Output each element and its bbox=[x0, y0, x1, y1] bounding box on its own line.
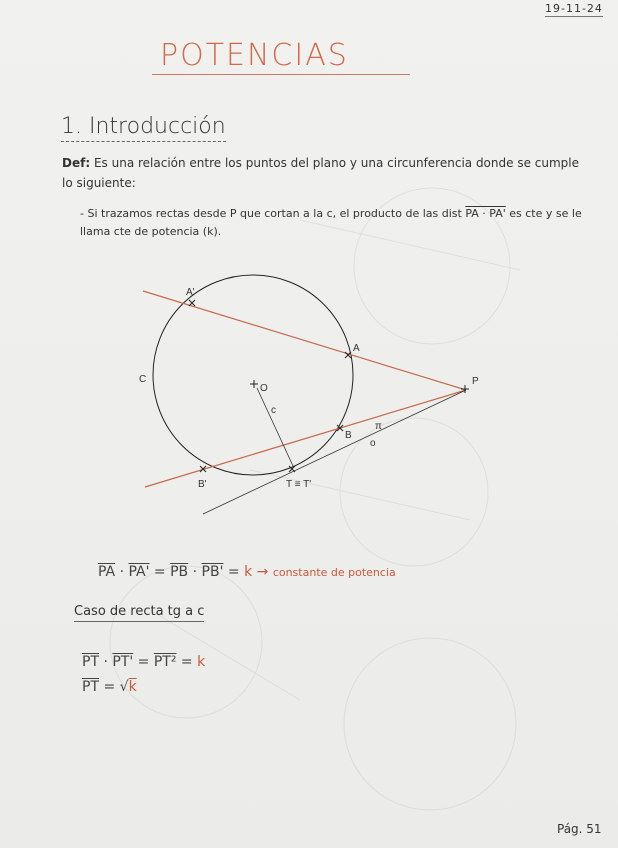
formula-power-constant bbox=[98, 564, 396, 580]
formula-equals-2: = bbox=[227, 564, 240, 580]
label-b-prime: B' bbox=[198, 479, 207, 490]
section-heading: 1. Introducción bbox=[61, 114, 226, 142]
formula-equals-1: = bbox=[153, 564, 166, 580]
formula-note: constante de potencia bbox=[272, 566, 396, 579]
point-markers bbox=[189, 300, 469, 472]
label-radius: c bbox=[271, 405, 276, 416]
formula-pb-prime: PB' bbox=[201, 564, 224, 580]
formula2-pt-prime: PT' bbox=[112, 654, 134, 670]
definition-term: Def: bbox=[62, 156, 91, 170]
formula2-equals-1: = bbox=[137, 654, 150, 670]
bullet-suffix: es cte y se le llama cte de potencia (k). bbox=[80, 207, 582, 238]
page-number: Pág. 51 bbox=[557, 822, 602, 836]
formula3-root: √ bbox=[119, 679, 129, 695]
label-b: B bbox=[345, 430, 352, 441]
formula-pb: $\overline{PB}$ bbox=[170, 564, 189, 580]
label-small-pi: π bbox=[375, 421, 382, 432]
page-title: POTENCIAS bbox=[160, 38, 349, 73]
label-o: O bbox=[260, 383, 268, 394]
formula2-k: k bbox=[197, 654, 206, 670]
date: 19-11-24 bbox=[545, 2, 603, 15]
formula-dot-1: · bbox=[119, 564, 125, 580]
formula2-pt: $\overline{PT}$ bbox=[82, 654, 99, 670]
formula3-pt: $\overline{PT}$ bbox=[82, 679, 99, 695]
label-a-prime: A' bbox=[186, 287, 195, 298]
formula-pa-prime: PA' bbox=[128, 564, 150, 580]
formula3-equals: = bbox=[103, 679, 116, 695]
definition-text: Es una relación entre los puntos del plano y una circunferencia donde se cumple lo siguiente: bbox=[62, 156, 579, 190]
label-p: P bbox=[472, 376, 479, 387]
formula3-k: k bbox=[128, 679, 137, 695]
label-t: T ≡ T' bbox=[286, 479, 312, 490]
formula-pa: $\overline{PA}$ bbox=[98, 564, 116, 580]
formula2-dot: · bbox=[103, 654, 108, 670]
bullet-formula: PA · PA' bbox=[465, 207, 506, 220]
label-small-o: o bbox=[370, 438, 376, 449]
case-heading: Caso de recta tg a c bbox=[74, 604, 204, 622]
bullet-prefix: - Si trazamos rectas desde P que cortan a la c, el producto de las dist bbox=[80, 207, 462, 220]
formula-tangent-1 bbox=[82, 654, 205, 670]
label-c: C bbox=[139, 374, 147, 385]
formula2-pt-sq: PT² bbox=[153, 654, 177, 670]
formula-dot-2: · bbox=[192, 564, 198, 580]
formula-arrow: → bbox=[256, 564, 269, 580]
formula-tangent-2 bbox=[82, 679, 137, 695]
label-a: A bbox=[353, 343, 360, 354]
formula2-equals-2: = bbox=[180, 654, 193, 670]
formula-k: k bbox=[244, 564, 253, 580]
